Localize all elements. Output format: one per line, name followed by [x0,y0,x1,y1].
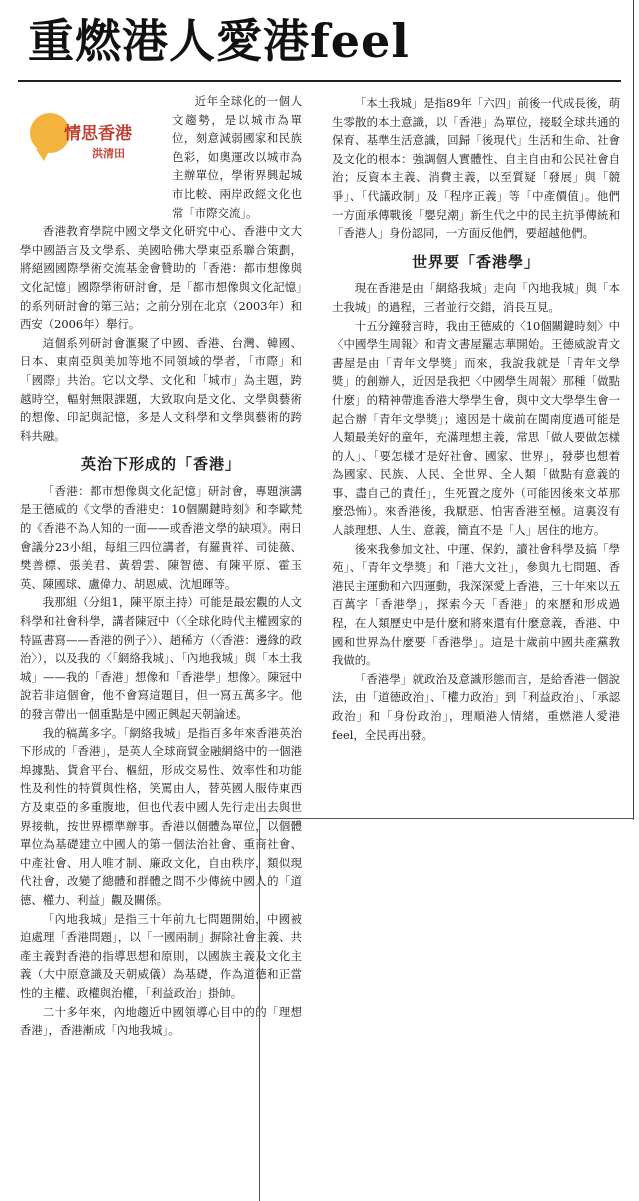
paragraph: 後來我參加文社、中運、保釣，讀社會科學及搞「學苑」、「青年文學獎」和「港大文社」，參與九七問題、香港民主運動和六四運動，我深深愛上香港，三十年來以五百萬字「香港學」，探索今天「香港」的來歷和形成過程，在人類歷史中是什麼和將來還有什麼意義，香港、中國和世界為什麼要「香港學」。這是十歲前中國共產黨教我做的。 [332,541,620,668]
paragraph: 「本土我城」是指89年「六四」前後一代成長後，萌生零散的本土意識，以「香港」為單位，接駁全球共通的保育、基準生活意識，回歸「後現代」生活和生命、社會及文化的根本：強調個人實體性、自主自由和公民社會自治；反資本主義、消費主義，以至質疑「發展」與「競爭」、「代議政制」及「程序正義」等「中產價值」。他們一方面承傳戰後「嬰兒潮」新生代之中的民主抗爭傳統和「香港人」身份認同，一方面反他們，要超越他們。 [332,96,620,241]
paragraph: 現在香港是由「網絡我城」走向「內地我城」與「本土我城」的過程，三者並行交錯，消長互見。 [332,281,620,314]
empty-frame [259,818,634,1201]
paragraph: 這個系列研討會滙聚了中國、香港、台灣、韓國、日本、東南亞與美加等地不同領域的學者，「市際」和「國際」共治。它以文學、文化和「城市」為主題，跨越時空，輻射無限課題，大致取向是文化、文學與藝術的想像、印記與記憶，多是人文科學和文學與藝術的跨科共融。 [20,335,302,443]
paragraph: 香港教育學院中國文學文化研究中心、香港中文大學中國語言及文學系、美國哈佛大學東亞系聯合策劃，將絕國國際學術交流基金會贊助的「香港：都市想像與文化記憶」國際學術研討會，是「都市想像與文化記憶」的系列研討會的第三站；之前分別在北京（2003年）和西安（2006年）舉行。 [20,224,302,332]
right-column [332,94,620,744]
author-name: 洪清田 [92,147,125,160]
subheading: 世界要「香港學」 [411,252,540,271]
paragraph: 二十多年來，內地趨近中國領導心目中的的「理想香港」，香港漸成「內地我城」。 [20,1004,302,1038]
subheading: 英治下形成的「香港」 [80,455,241,474]
intro-paragraph: 近年全球化的一個人文趨勢，是以城市為單位，刻意減弱國家和民族色彩，如奧運改以城市為主辦單位，學術界興起城市比較、兩岸政經文化也常「市際交流」。 [172,94,302,220]
headline-rule [18,80,621,82]
column-name: 情思香港 [64,124,132,144]
paragraph: 「香港學」就政治及意識形態而言，是給香港一個說法，由「道德政治」、「權力政治」到「利益政治」、「承認政治」和「身份政治」，理順港人情緒，重燃港人愛港feel，全民再出發。 [332,671,620,742]
headline: 重燃港人愛港feel [28,14,410,68]
paragraph: 十五分鐘發言時，我由王德威的〈10個關鍵時刻〉中〈中國學生周報〉和青文書屋羅志華開始。王德威說青文書屋是由「青年文學獎」而來，我說我就是「青年文學獎」的創辦人，近因是我把〈中國學生周報〉那種「做點什麼」的精神帶進香港大學學生會，與中文大學學生會一起合辦「青年文學獎」；遠因是十歲前在閩南度過可能是人類最美好的童年，充滿理想主義，常思「做人要做怎樣的人」、「要怎樣才是好社會、國家、世界」，發夢也想着為國家、民族、人民、全世界、全人類「做點有意義的事、盡自己的責任」，生死置之度外（可能因後來文革那麼恐怖）。來香港後，我厭惡、怕害香港至極。這裏沒有人談理想、人生、意義，簡直不是「人」居住的地方。 [332,318,620,538]
right-edge-rule [633,0,634,820]
paragraph: 我的稿萬多字。「網絡我城」是指百多年來香港英治下形成的「香港」，是英人全球商貿金融網絡中的一個港埠據點、貨倉平台、樞紐，形成交易性、效率性和功能性及利性的特質與性格，笑罵由人，替英國人服侍東西方及東亞的多重腹地，但也代表中國人先行走出去與世界接軌，按世界標準辦事。香港以個體為單位，以個體單位為基礎建立中國人的第一個法治社會、重商社會、中產社會、用人唯才制、廉政文化，自由秩序，類似現代社會，改變了總體和群體之間不少傳統中國人的「道德、權力、利益」觀及關係。 [20,725,302,907]
paragraph: 「內地我城」是指三十年前九七問題開始，中國被迫處理「香港問題」，以「一國兩制」摒除社會主義、共產主義對香港的指導思想和原則，以國族主義及文化主義（大中原意識及天朝威儀）為基礎，作為道德和正當性的主權、政權與治權，「利益政治」掛帥。 [20,911,302,1000]
paragraph: 「香港：都市想像與文化記憶」研討會，專題演講是王德威的《文學的香港史：10個關鍵時刻》和李歐梵的《香港不為人知的一面——或香港文學的缺項》。兩日會議分23小組，每組三四位講者，有羅貴祥、司徒薇、樊善標、張美君、黃碧雲、陳智德、有陳平原、霍玉英、陳國球、盧偉力、胡恩威、沈旭暉等。 [20,483,302,591]
paragraph: 我那組（分組1，陳平原主持）可能是最宏觀的人文科學和社會科學，講者陳冠中（〈全球化時代主權國家的特區書寫——香港的例子〉）、趙稀方（〈香港：邊緣的政治〉），以及我的〈「網絡我城」、「內地我城」與「本土我城」——我的「香港」想像和「香港學」想像〉。陳冠中說若非這個會，他不會寫這題目，但一寫五萬多字。他的發言帶出一個重點是中國正興起天朝論述。 [20,595,302,721]
